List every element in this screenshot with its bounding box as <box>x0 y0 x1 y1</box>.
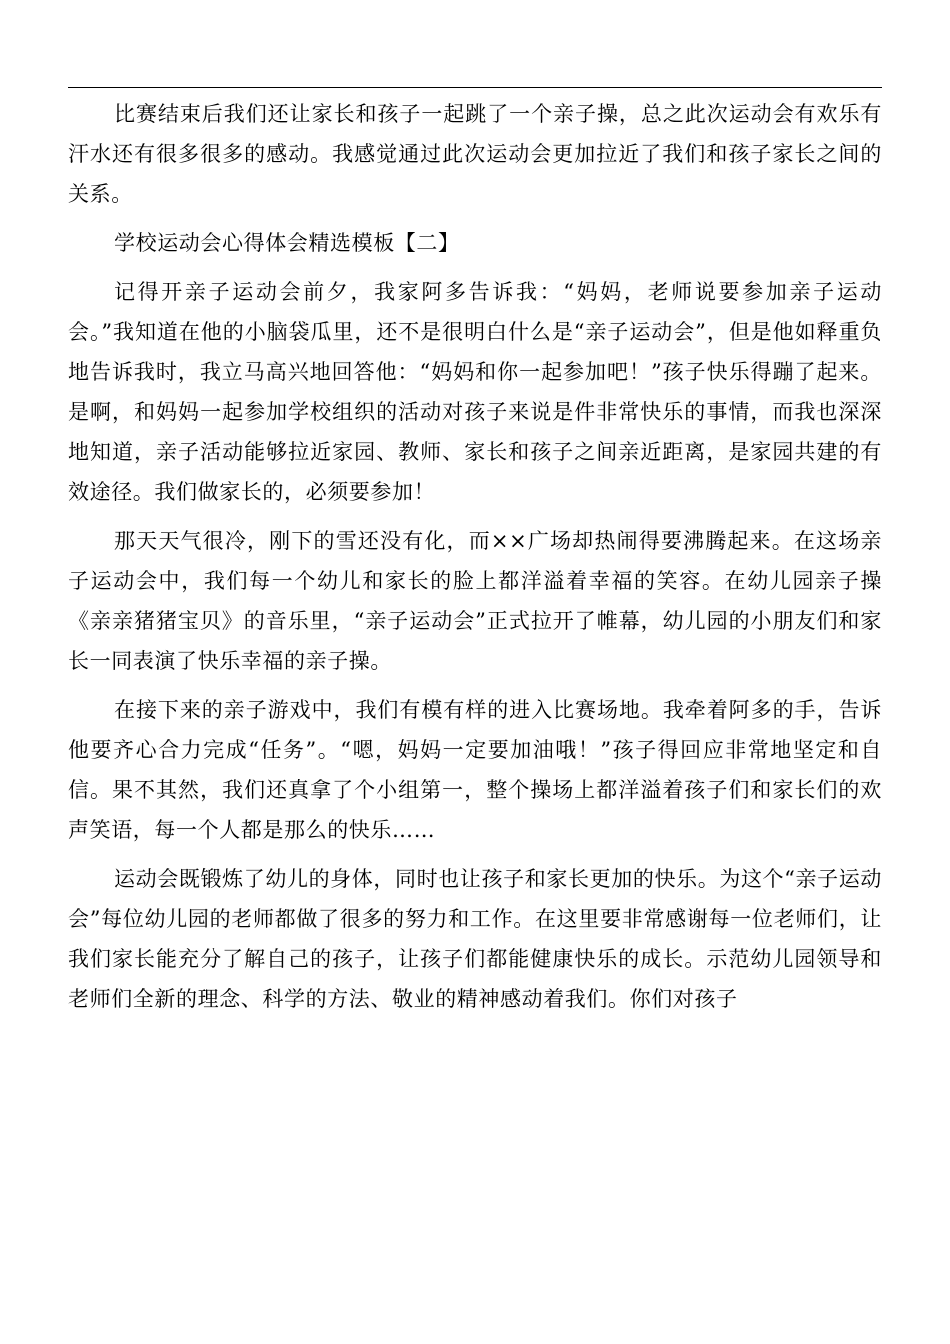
body-paragraph: 那天天气很冷，刚下的雪还没有化，而××广场却热闹得要沸腾起来。在这场亲子运动会中，我们每一个幼儿和家长的脸上都洋溢着幸福的笑容。在幼儿园亲子操《亲亲猪猪宝贝》的音乐里，“亲子运动会”正式拉开了帷幕，幼儿园的小朋友们和家长一同表演了快乐幸福的亲子操。 <box>68 529 882 673</box>
document-page <box>68 0 882 1344</box>
body-paragraph: 在接下来的亲子游戏中，我们有模有样的进入比赛场地。我牵着阿多的手，告诉他要齐心合力完成“任务”。“嗯，妈妈一定要加油哦！”孩子得回应非常地坚定和自信。果不其然，我们还真拿了个小组第一，整个操场上都洋溢着孩子们和家长们的欢声笑语，每一个人都是那么的快乐…… <box>68 698 882 842</box>
body-paragraph: 记得开亲子运动会前夕，我家阿多告诉我：“妈妈，老师说要参加亲子运动会。”我知道在他的小脑袋瓜里，还不是很明白什么是“亲子运动会”，但是他如释重负地告诉我时，我立马高兴地回答他：“妈妈和你一起参加吧！”孩子快乐得蹦了起来。是啊，和妈妈一起参加学校组织的活动对孩子来说是件非常快乐的事情，而我也深深地知道，亲子活动能够拉近家园、教师、家长和孩子之间亲近距离，是家园共建的有效途径。我们做家长的，必须要参加！ <box>68 280 882 504</box>
body-paragraph: 比赛结束后我们还让家长和孩子一起跳了一个亲子操，总之此次运动会有欢乐有汗水还有很多很多的感动。我感觉通过此次运动会更加拉近了我们和孩子家长之间的关系。 <box>68 102 882 206</box>
body-paragraph: 运动会既锻炼了幼儿的身体，同时也让孩子和家长更加的快乐。为这个“亲子运动会”每位幼儿园的老师都做了很多的努力和工作。在这里要非常感谢每一位老师们，让我们家长能充分了解自己的孩子，让孩子们都能健康快乐的成长。示范幼儿园领导和老师们全新的理念、科学的方法、敬业的精神感动着我们。你们对孩子 <box>68 867 882 1011</box>
section-heading: 学校运动会心得体会精选模板【二】 <box>114 231 460 255</box>
document-body <box>68 94 882 1019</box>
header-rule <box>68 87 882 88</box>
